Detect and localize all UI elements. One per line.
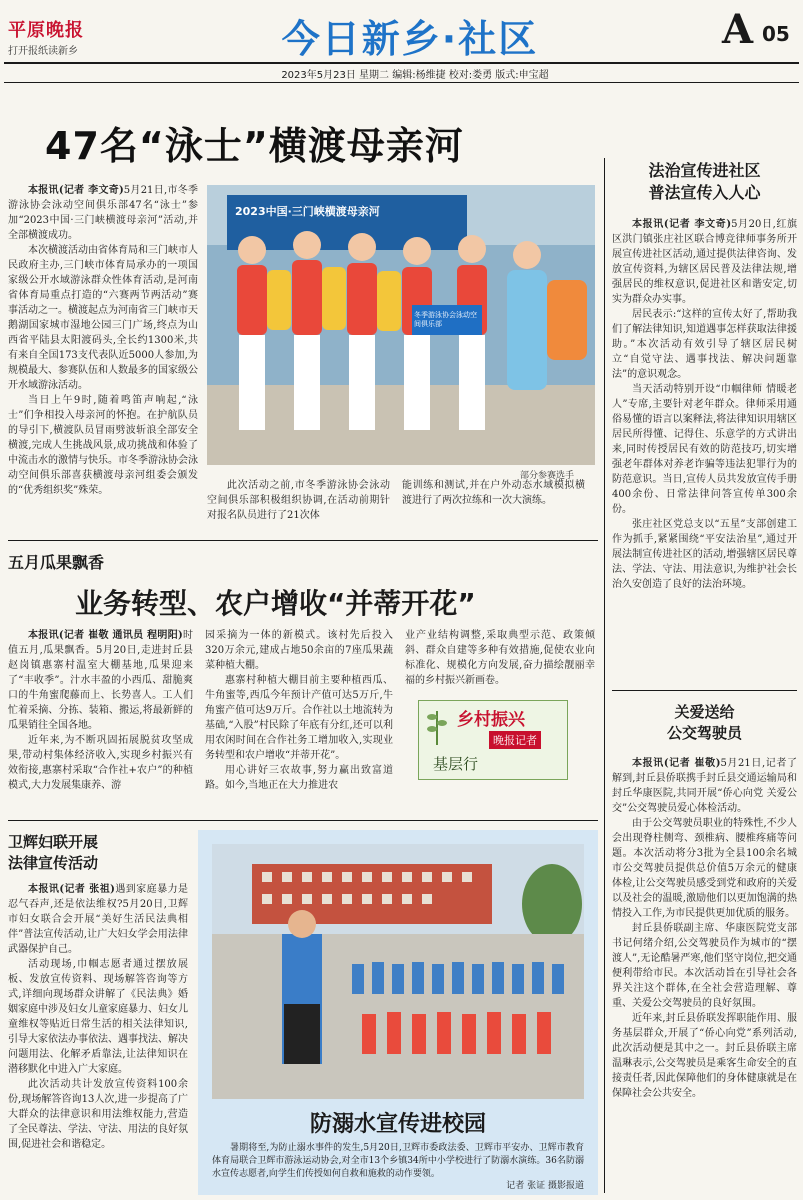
weihui-headline-line2: 法律宣传活动 [8, 854, 99, 872]
lead-headline: 47名“泳士”横渡母亲河 [45, 124, 464, 168]
section-title: 今日新乡·社区 [281, 17, 539, 61]
lead-photo-caption: 部分参赛选手 [520, 471, 575, 481]
water-safety-headline: 防溺水宣传进校园 [309, 1112, 486, 1137]
water-safety-illustration [212, 844, 584, 1099]
weihui-headline-line1: 卫辉妇联开展 [8, 833, 99, 851]
lead-story-column-2 [207, 478, 390, 523]
weihui-paragraph-2: 活动现场,巾帼志愿者通过摆放展板、发放宣传资料、现场解答咨询等方式,详细向现场群众讲解了《民法典》婚姻家庭中涉及妇女儿童家庭暴力、妇女儿童维权等贴近日常生活的相关法律知识,引导大家依法办事依法、遇事找法、解决问题用法、化解矛盾靠法,让法律知识在潜移默化中进入广大家庭。 [8, 959, 188, 1075]
melon-column-3 [405, 628, 595, 688]
melon-column-1 [8, 628, 193, 793]
badge-subtitle: 晚报记者 [489, 731, 541, 749]
lead-photo-illustration [207, 185, 595, 465]
melon-kicker: 五月瓜果飘香 [8, 553, 105, 572]
bus-paragraph-4: 近年来,封丘县侨联发挥职能作用、服务基层群众,开展了“侨心向党”系列活动,此次活动便是其中之一。封丘县侨联主席温琳表示,公交驾驶员是乘客生命安全的直接责任者,因此保障他们的身体健康就是在保障社会公共安全。 [612, 1013, 797, 1099]
lead-paragraph-2: 本次横渡活动由省体育局和三门峡市人民政府主办,三门峡市体育局承办的一项国家级公开水域游泳群众性体育活动,是河南省体育局重点打造的“六赛两节两活动”赛事活动之一。横渡起点为河南省三门峡市天鹅湖国家城市湿地公园三门广场,终点为山西省平陆县太阳渡码头,全长约1300米,共有来自全国173支代表队近5000人参加,为规模最大、参赛队伍和人数最多的国家级公开水域游泳活动。 [8, 245, 198, 391]
water-safety-photo [212, 844, 584, 1099]
story-byline: 本报讯(记者 崔敬 通讯员 程明阳) [28, 630, 183, 641]
weihui-story-column [8, 882, 188, 1152]
right-divider-2 [612, 690, 797, 691]
masthead-rule-bottom [4, 82, 799, 83]
water-safety-credit: 记者 张证 摄影报道 [506, 1181, 584, 1191]
bus-headline [612, 702, 797, 744]
weihui-headline [8, 832, 98, 874]
melon-col1-para1: 本报讯(记者 崔敬 通讯员 程明阳)时值五月,瓜果飘香。5月20日,走进封丘县赵岗镇惠寨村温室大棚基地,瓜果迎来了“丰收季”。汁水丰盈的小西瓜、甜脆爽口的牛角蜜爬藤而上、长势喜人。工人们忙着采摘、分拣、装箱、搬运,将最新鲜的瓜果销往全国各地。 [8, 630, 193, 731]
melon-col2-para3: 用心讲好三农故事,努力赢出致富道路。如今,当地正在大力推进农 [205, 765, 393, 791]
section-divider-1 [8, 540, 598, 541]
melon-col1-para2: 近年来,为不断巩固拓展脱贫攻坚成果,带动村集体经济收入,实现乡村振兴有效衔接,惠寨村采取“合作社+农户”的种植模式,大力发展集康养、游 [8, 735, 193, 791]
dateline: 2023年5月23日 星期二 编辑:杨维捷 校对:娄勇 版式:申宝超 [281, 70, 549, 81]
story-byline: 本报讯(记者 张祖) [28, 884, 115, 895]
legal-paragraph-1: 本报讯(记者 李文奇)5月20日,红旗区洪门镇张庄社区联合博竞律师事务所开展宣传进社区活动,通过提供法律咨询、发放宣传资料,为辖区居民普及法律法规,增强居民的维权意识,促进社区和谐安定,切实为群众办实事。 [612, 219, 797, 305]
bus-paragraph-3: 封丘县侨联副主席、华康医院党支部书记何绪介绍,公交驾驶员作为城市的“摆渡人”,无论酷暑严寒,他们坚守岗位,把交通便利带给市民。本次活动旨在引导社会各界关注这个群体,在全社会营造理解、尊重、关爱公交驾驶员的良好氛围。 [612, 923, 797, 1009]
lead-story-column-3 [402, 478, 585, 508]
section-divider-2 [8, 820, 598, 821]
story-byline: 本报讯(记者 李文奇) [28, 185, 124, 196]
water-safety-box [198, 830, 598, 1195]
legal-headline-line2: 普法宣传入人心 [648, 183, 761, 202]
wheat-icon [423, 705, 451, 745]
melon-headline: 业务转型、农户增收“并蒂开花” [75, 587, 476, 620]
photo-banner-text: 2023中国·三门峡横渡母亲河 [235, 205, 380, 218]
legal-story-column [612, 217, 797, 592]
page-number: 05 [762, 22, 790, 46]
weihui-paragraph-1: 本报讯(记者 张祖)遇到家庭暴力是忍气吞声,还是依法维权?5月20日,卫辉市妇女联合会开展“美好生活民法典相伴”普法宣传活动,让广大妇女学会用法律武器保护自己。 [8, 884, 189, 955]
newspaper-logo: 平原晚报 [8, 20, 84, 41]
legal-paragraph-3: 当天活动特别开设“巾帼律师 情暖老人”专席,主要针对老年群众。律师采用通俗易懂的语言以案释法,将法律知识用辖区居民所得懂、记得住、乐意学的方式讲出来,同时传授居民有效的防范技巧,切实增强老年群体对养老诈骗等违法犯罪行为的防范意识。当日,宣传人员共发放宣传手册400余份、日常法律问答宣传单300余份。 [612, 384, 797, 515]
weihui-paragraph-3: 此次活动共计发放宣传资料100余份,现场解答咨询13人次,进一步提高了广大群众的法律意识和用法维权能力,营造了全民尊法、学法、守法、用法的良好氛围,促进社会和谐稳定。 [8, 1079, 188, 1150]
page-letter: A [722, 6, 754, 53]
lead-paragraph-3: 当日上午9时,随着鸣笛声响起,“泳士”们争相投入母亲河的怀抱。在护航队员的导引下,横渡队员冒雨劈波斩浪全部安全横渡,完成人生挑战风景,成功挑战和体验了中流击水的激情与快乐。市冬季游泳协会泳动空间俱乐部喜获横渡母亲河组委会颁发的“优秀组织奖”殊荣。 [8, 395, 198, 496]
lead-col3-paragraph: 能训练和测试,并在户外动态水域模拟横渡进行了两次拉练和一次大演练。 [402, 480, 585, 506]
story-byline: 本报讯(记者 李文奇) [632, 219, 732, 230]
legal-paragraph-4: 张庄社区党总支以“五星”支部创建工作为抓手,紧紧围绕“平安法治星”,通过开展法制宣传进社区的活动,增强辖区居民尊法、学法、守法、用法意识,为维护社会长治久安创造了良好的法治环境。 [612, 519, 797, 590]
melon-col2-para2: 惠寨村种植大棚目前主要种植西瓜、牛角蜜等,西瓜今年预计产值可达5万斤,牛角蜜产值可达9万斤。合作社以土地流转为基础,“入股”村民除了年底有分红,还可以利用农闲时间在合作社务工增加收入,实现业务转型和农户增收“并蒂开花”。 [205, 675, 393, 761]
melon-col2-para1: 园采摘为一体的新模式。该村先后投入320万余元,建成占地50余亩的7座瓜果蔬菜种植大棚。 [205, 630, 393, 671]
lead-story-column-1 [8, 183, 198, 498]
masthead-rule-top [4, 62, 799, 64]
melon-col3-para1: 业产业结构调整,采取典型示范、政策倾斜、群众自建等多种有效措施,促使农业向标准化、规模化方向发展,奋力描绘靓丽幸福的乡村振兴新画卷。 [405, 630, 595, 686]
rural-revitalization-badge [418, 700, 568, 780]
story-byline: 本报讯(记者 崔敬) [632, 758, 721, 769]
badge-title: 乡村振兴 [457, 710, 525, 730]
legal-headline [612, 160, 797, 204]
newspaper-slogan: 打开报纸读新乡 [8, 46, 78, 57]
lead-paragraph-1: 本报讯(记者 李文奇)5月21日,市冬季游泳协会泳动空间俱乐部47名“泳士”参加“2023中国·三门峡横渡母亲河”活动,并全部横渡成功。 [8, 185, 198, 241]
lead-col2-paragraph: 此次活动之前,市冬季游泳协会泳动空间俱乐部积极组织协调,在活动前期针对报名队员进行了21次体 [207, 480, 390, 521]
legal-headline-line1: 法治宣传进社区 [648, 161, 761, 180]
lead-photo [207, 185, 595, 465]
bus-headline-line1: 关爱送给 [674, 703, 735, 721]
legal-paragraph-2: 居民表示:“这样的宣传太好了,帮助我们了解法律知识,知道遇事怎样获取法律援助。”本次活动有效引导了辖区居民树立“自觉守法、遇事找法、解决问题靠法”的意识观念。 [612, 309, 797, 380]
water-safety-body: 暑期将至,为防止溺水事件的发生,5月20日,卫辉市委政法委、卫辉市平安办、卫辉市教育体育局联合卫辉市游泳运动协会,对全市13个乡镇34所中小学校进行了防溺水演练。36名防溺水宣传志愿者,向学生们传授如何自救和施救的动作要领。 [212, 1143, 584, 1179]
right-column-divider [604, 158, 605, 1193]
badge-footer: 基层行 [433, 755, 479, 773]
bus-story-column [612, 756, 797, 1101]
bus-headline-line2: 公交驾驶员 [666, 724, 742, 742]
photo-flag-text: 冬季游泳协会泳动空间俱乐部 [414, 311, 477, 328]
melon-column-2 [205, 628, 393, 793]
bus-paragraph-1: 本报讯(记者 崔敬)5月21日,记者了解到,封丘县侨联携手封丘县交通运输局和封丘华康医院,共同开展“侨心向党 关爱公交”公交驾驶员爱心体检活动。 [612, 758, 797, 814]
bus-paragraph-2: 由于公交驾驶员职业的特殊性,不少人会出现脊柱侧弯、颈椎病、腰椎疼痛等问题。本次活动将分3批为全县100余名城市公交驾驶员提供总价值5万余元的健康体检,让公交驾驶员感受到党和政府的关爱以及社会的温暖,激励他们以更加饱满的热情投入工作,为市民提供更加优质的服务。 [612, 818, 797, 919]
